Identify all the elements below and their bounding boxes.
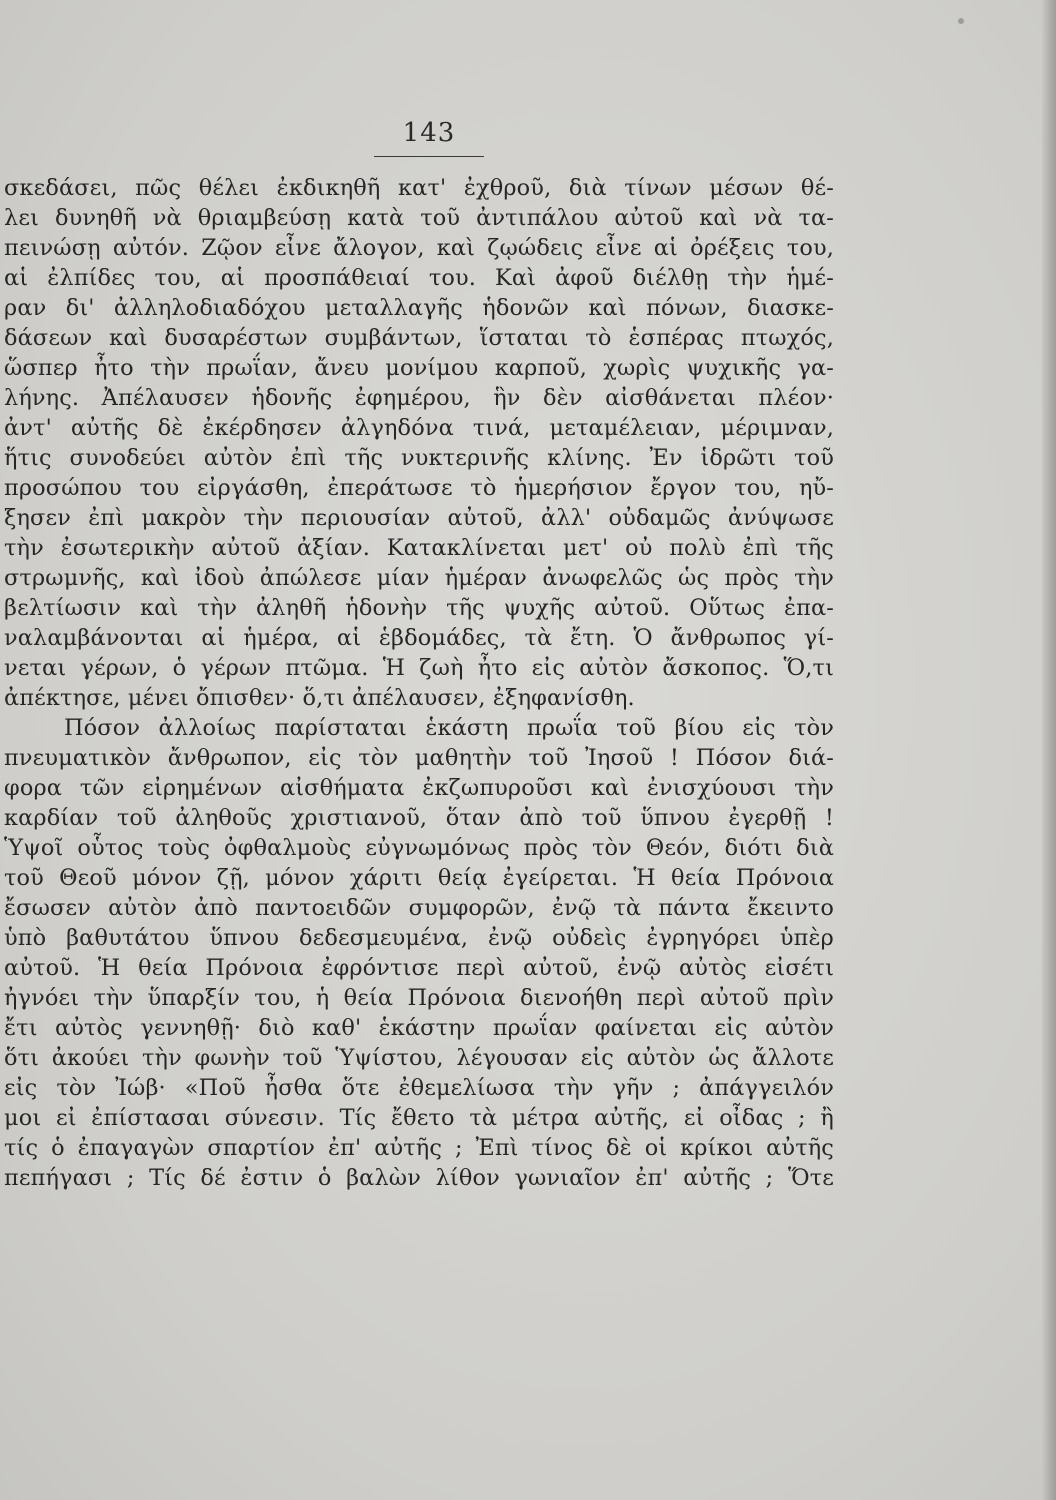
text-line: τίς ὁ ἐπαγαγὼν σπαρτίον ἐπ' αὐτῆς ; Ἐπὶ τίνος δὲ οἱ κρίκοι αὐτῆς (4, 1135, 834, 1161)
text-line: δάσεων καὶ δυσαρέστων συμβάντων, ἵσταται τὸ ἑσπέρας πτωχός, (4, 325, 834, 351)
text-line: φορα τῶν εἰρημένων αἰσθήματα ἐκζωπυροῦσι καὶ ἐνισχύουσι τὴν (4, 775, 834, 801)
text-line: εἰς τὸν Ἰώβ· «Ποῦ ἦσθα ὅτε ἐθεμελίωσα τὴν γῆν ; ἀπάγγειλόν (4, 1075, 834, 1101)
text-line: βελτίωσιν καὶ τὴν ἀληθῆ ἡδονὴν τῆς ψυχῆς αὐτοῦ. Οὕτως ἐπα- (4, 595, 834, 621)
text-line: πεπήγασι ; Τίς δέ ἐστιν ὁ βαλὼν λίθον γωνιαῖον ἐπ' αὐτῆς ; Ὅτε (4, 1165, 834, 1191)
text-line: σκεδάσει, πῶς θέλει ἐκδικηθῆ κατ' ἐχθροῦ, διὰ τίνων μέσων θέ- (4, 175, 834, 201)
page-number: 143 (402, 118, 456, 148)
text-line: αὐτοῦ. Ἡ θεία Πρόνοια ἐφρόντισε περὶ αὐτοῦ, ἐνῷ αὐτὸς εἰσέτι (4, 955, 834, 981)
text-line: ἔσωσεν αὐτὸν ἀπὸ παντοειδῶν συμφορῶν, ἐνῷ τὰ πάντα ἔκειντο (4, 895, 834, 921)
text-line: τοῦ Θεοῦ μόνον ζῇ, μόνον χάριτι θείᾳ ἐγείρεται. Ἡ θεία Πρόνοια (4, 865, 834, 891)
text-line: ἥτις συνοδεύει αὐτὸν ἐπὶ τῆς νυκτερινῆς κλίνης. Ἐν ἱδρῶτι τοῦ (4, 445, 834, 471)
text-line: τὴν ἐσωτερικὴν αὐτοῦ ἀξίαν. Κατακλίνεται μετ' οὐ πολὺ ἐπὶ τῆς (4, 535, 834, 561)
text-line: ραν δι' ἀλληλοδιαδόχου μεταλλαγῆς ἡδονῶν καὶ πόνων, διασκε- (4, 295, 834, 321)
text-line: λήνης. Ἀπέλαυσεν ἡδονῆς ἐφημέρου, ἣν δὲν αἰσθάνεται πλέον· (4, 385, 834, 411)
text-line: Πόσον ἀλλοίως παρίσταται ἑκάστη πρωΐα τοῦ βίου εἰς τὸν (64, 715, 834, 741)
text-line: καρδίαν τοῦ ἀληθοῦς χριστιανοῦ, ὅταν ἀπὸ τοῦ ὕπνου ἐγερθῇ ! (4, 805, 834, 831)
text-line: ἀπέκτησε, μένει ὄπισθεν· ὅ,τι ἀπέλαυσεν, ἐξηφανίσθη. (4, 685, 635, 711)
text-line: προσώπου του εἰργάσθη, ἐπεράτωσε τὸ ἡμερήσιον ἔργον του, ηὔ- (4, 475, 834, 501)
text-line: ὥσπερ ἦτο τὴν πρωΐαν, ἄνευ μονίμου καρποῦ, χωρὶς ψυχικῆς γα- (4, 355, 834, 381)
text-line: αἱ ἐλπίδες του, αἱ προσπάθειαί του. Καὶ ἀφοῦ διέλθῃ τὴν ἡμέ- (4, 265, 834, 291)
text-line: στρωμνῆς, καὶ ἰδοὺ ἀπώλεσε μίαν ἡμέραν ἀνωφελῶς ὡς πρὸς τὴν (4, 565, 834, 591)
text-line: ἔτι αὐτὸς γεννηθῇ· διὸ καθ' ἑκάστην πρωΐαν φαίνεται εἰς αὐτὸν (4, 1015, 834, 1041)
text-line: ἠγνόει τὴν ὕπαρξίν του, ἡ θεία Πρόνοια διενοήθη περὶ αὐτοῦ πρὶν (4, 985, 834, 1011)
page-edge-shadow (1042, 0, 1056, 1500)
ink-spot (958, 18, 964, 24)
text-line: ὑπὸ βαθυτάτου ὕπνου δεδεσμευμένα, ἐνῷ οὐδεὶς ἐγρηγόρει ὑπὲρ (4, 925, 834, 951)
text-line: ναλαμβάνονται αἱ ἡμέρα, αἱ ἑβδομάδες, τὰ ἔτη. Ὁ ἄνθρωπος γί- (4, 625, 834, 651)
text-line: ὅτι ἀκούει τὴν φωνὴν τοῦ Ὑψίστου, λέγουσαν εἰς αὐτὸν ὡς ἄλλοτε (4, 1045, 834, 1071)
text-line: μοι εἰ ἐπίστασαι σύνεσιν. Τίς ἔθετο τὰ μέτρα αὐτῆς, εἰ οἶδας ; ἢ (4, 1105, 834, 1131)
text-line: πνευματικὸν ἄνθρωπον, εἰς τὸν μαθητὴν τοῦ Ἰησοῦ ! Πόσον διά- (4, 745, 834, 771)
text-line: ἀντ' αὐτῆς δὲ ἐκέρδησεν ἀλγηδόνα τινά, μεταμέλειαν, μέριμναν, (4, 415, 834, 441)
text-line: πεινώσῃ αὐτόν. Ζῷον εἶνε ἄλογον, καὶ ζῳώδεις εἶνε αἱ ὀρέξεις του, (4, 235, 834, 261)
text-line: λει δυνηθῆ νὰ θριαμβεύσῃ κατὰ τοῦ ἀντιπάλου αὐτοῦ καὶ νὰ τα- (4, 205, 834, 231)
text-line: Ὑψοῖ οὗτος τοὺς ὀφθαλμοὺς εὐγνωμόνως πρὸς τὸν Θεόν, διότι διὰ (4, 835, 834, 861)
page-number-rule (374, 156, 484, 157)
text-line: ξησεν ἐπὶ μακρὸν τὴν περιουσίαν αὐτοῦ, ἀλλ' οὐδαμῶς ἀνύψωσε (4, 505, 834, 531)
text-line: νεται γέρων, ὁ γέρων πτῶμα. Ἡ ζωὴ ἦτο εἰς αὐτὸν ἄσκοπος. Ὅ,τι (4, 655, 834, 681)
